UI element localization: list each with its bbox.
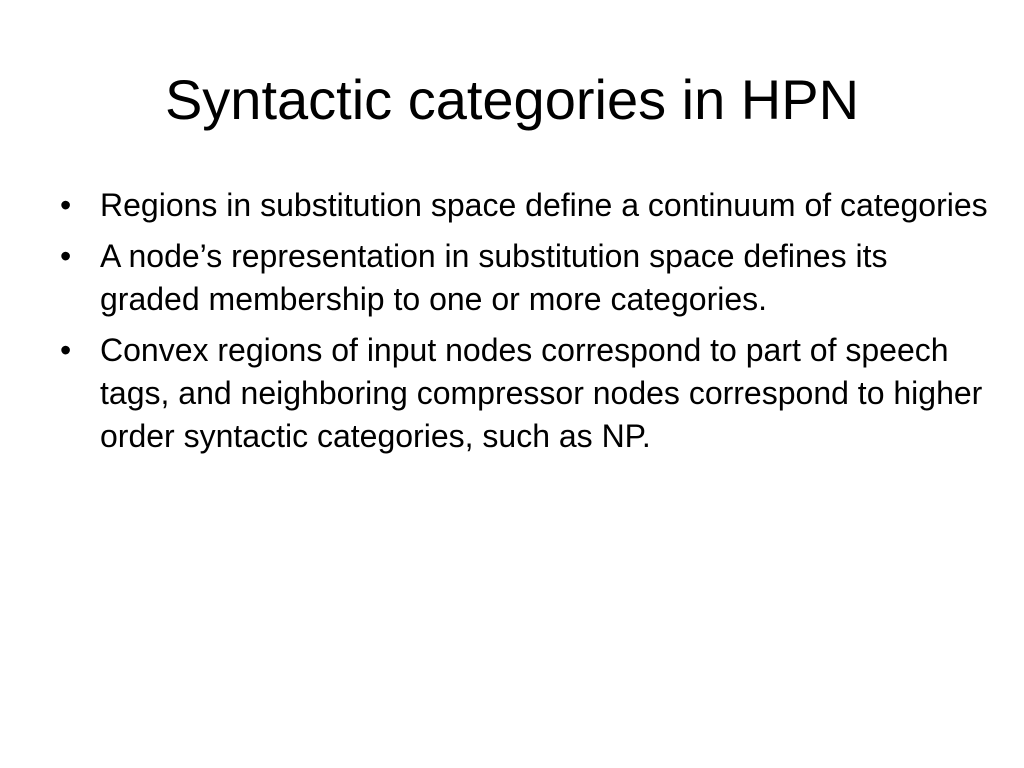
bullet-item: [60, 329, 990, 458]
bullet-text: Convex regions of input nodes correspond to part of speech tags, and neighboring compressor nodes correspond to higher order syntactic categories, such as NP.: [100, 332, 983, 454]
bullet-text: Regions in substitution space define a continuum of categories: [100, 187, 988, 223]
bullet-item: [60, 184, 990, 227]
bullet-text: A node’s representation in substitution space defines its graded membership to one or more categories.: [100, 238, 888, 317]
bullet-dot-icon: •: [60, 238, 72, 274]
bullet-item: [60, 235, 990, 321]
slide-title: Syntactic categories in HPN: [164, 68, 860, 131]
bullet-list: [60, 184, 990, 466]
bullet-dot-icon: •: [60, 332, 72, 368]
bullet-dot-icon: •: [60, 187, 72, 223]
